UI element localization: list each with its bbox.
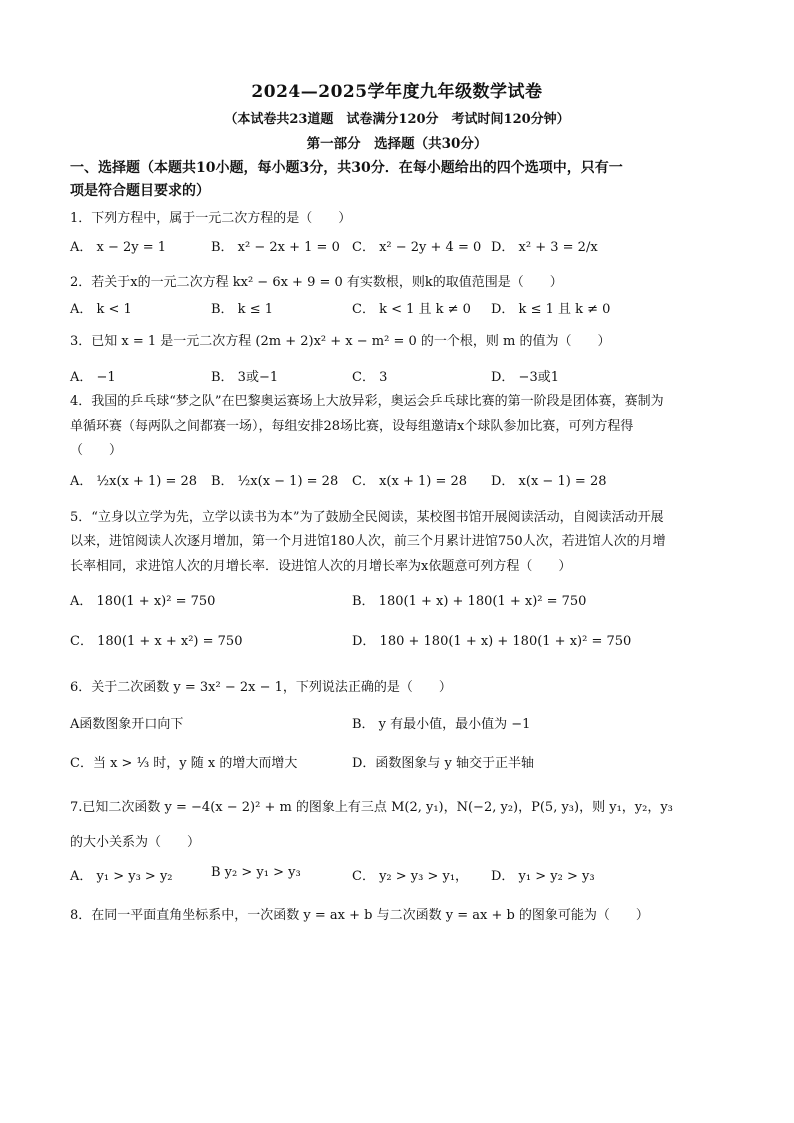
question-6-option-c: C．当 x > ⅓ 时，y 随 x 的增大而增大 (70, 756, 298, 771)
question-7-option-c: C． y₂ > y₃ > y₁， (352, 869, 469, 884)
question-2-option-b: B． k ≤ 1 (211, 302, 273, 317)
question-7-stem-line1: 7.已知二次函数 y = −4(x − 2)² + m 的图象上有三点 M(2, y₁)，N(−2, y₂)，P(5, y₃)，则 y₁，y₂，y₃ (70, 800, 673, 815)
question-5-option-c: C． 180(1 + x + x²) = 750 (70, 634, 243, 649)
part-heading: 第一部分 选择题（共30分） (306, 136, 488, 152)
question-2-stem: 2．若关于x的一元二次方程 kx² − 6x + 9 = 0 有实数根，则k的取值范围是（ ） (70, 275, 563, 290)
question-3-option-a: A． −1 (70, 370, 116, 385)
question-6-option-b: B． y 有最小值，最小值为 −1 (352, 717, 531, 732)
exam-title: 2024—2025学年度九年级数学试卷 (251, 82, 543, 102)
question-4-option-a: A． ½x(x + 1) = 28 (70, 474, 198, 489)
question-4-stem-line3: （ ） (70, 443, 123, 458)
question-1-option-d: D． x² + 3 = 2/x (491, 240, 598, 255)
question-5-option-a: A． 180(1 + x)² = 750 (70, 594, 216, 609)
question-4-stem-line2: 单循环赛（每两队之间都赛一场），每组安排28场比赛，设每组邀请x个球队参加比赛，可列方程得 (70, 419, 634, 434)
question-6-option-a: A函数图象开口向下 (70, 717, 184, 732)
question-7-option-a: A． y₁ > y₃ > y₂ (70, 869, 173, 884)
question-5-stem-line2: 以来，进馆阅读人次逐月增加，第一个月进馆180人次，前三个月累计进馆750人次，若进馆人次的月增 (70, 534, 666, 549)
question-5-option-b: B． 180(1 + x) + 180(1 + x)² = 750 (352, 594, 587, 609)
question-3-option-b: B． 3或−1 (211, 370, 279, 385)
section-heading: 一、选择题（本题共10小题，每小题3分，共30分．在每小题给出的四个选项中，只有一 (70, 160, 623, 176)
question-5-stem-line1: 5．“立身以立学为先，立学以读书为本”为了鼓励全民阅读，某校图书馆开展阅读活动，自阅读活动开展 (70, 510, 664, 525)
question-7-option-b: B y₂ > y₁ > y₃ (211, 865, 301, 880)
question-7-option-d: D． y₁ > y₂ > y₃ (491, 869, 595, 884)
question-7-stem-line2: 的大小关系为（ ） (70, 835, 201, 850)
question-2-option-d: D． k ≤ 1 且 k ≠ 0 (491, 302, 611, 317)
question-5-option-d: D． 180 + 180(1 + x) + 180(1 + x)² = 750 (352, 634, 632, 649)
question-4-option-d: D． x(x − 1) = 28 (491, 474, 607, 489)
question-5-stem-line3: 长率相同，求进馆人次的月增长率．设进馆人次的月增长率为x依题意可列方程（ ） (70, 559, 572, 574)
question-2-option-a: A． k < 1 (70, 302, 132, 317)
question-3-option-c: C． 3 (352, 370, 388, 385)
question-2-option-c: C． k < 1 且 k ≠ 0 (352, 302, 471, 317)
question-4-stem-line1: 4．我国的乒乓球“梦之队”在巴黎奥运赛场上大放异彩，奥运会乒乓球比赛的第一阶段是团体赛，赛制为 (70, 394, 664, 409)
section-heading-cont: 项是符合题目要求的） (70, 183, 210, 199)
question-8-stem: 8．在同一平面直角坐标系中，一次函数 y = ax + b 与二次函数 y = ax + b 的图象可能为（ ） (70, 908, 649, 923)
question-3-stem: 3．已知 x = 1 是一元二次方程 (2m + 2)x² + x − m² = 0 的一个根，则 m 的值为（ ） (70, 334, 611, 349)
question-1-option-a: A． x − 2y = 1 (70, 240, 167, 255)
question-6-option-d: D．函数图象与 y 轴交于正半轴 (352, 756, 535, 771)
question-1-option-c: C． x² − 2y + 4 = 0 (352, 240, 482, 255)
question-3-option-d: D． −3或1 (491, 370, 559, 385)
question-1-stem: 1．下列方程中，属于一元二次方程的是（ ） (70, 211, 352, 226)
question-6-stem: 6．关于二次函数 y = 3x² − 2x − 1，下列说法正确的是（ ） (70, 680, 452, 695)
question-4-option-b: B． ½x(x − 1) = 28 (211, 474, 339, 489)
exam-subtitle: （本试卷共23道题 试卷满分120分 考试时间120分钟） (224, 112, 570, 127)
question-4-option-c: C． x(x + 1) = 28 (352, 474, 468, 489)
question-1-option-b: B． x² − 2x + 1 = 0 (211, 240, 340, 255)
